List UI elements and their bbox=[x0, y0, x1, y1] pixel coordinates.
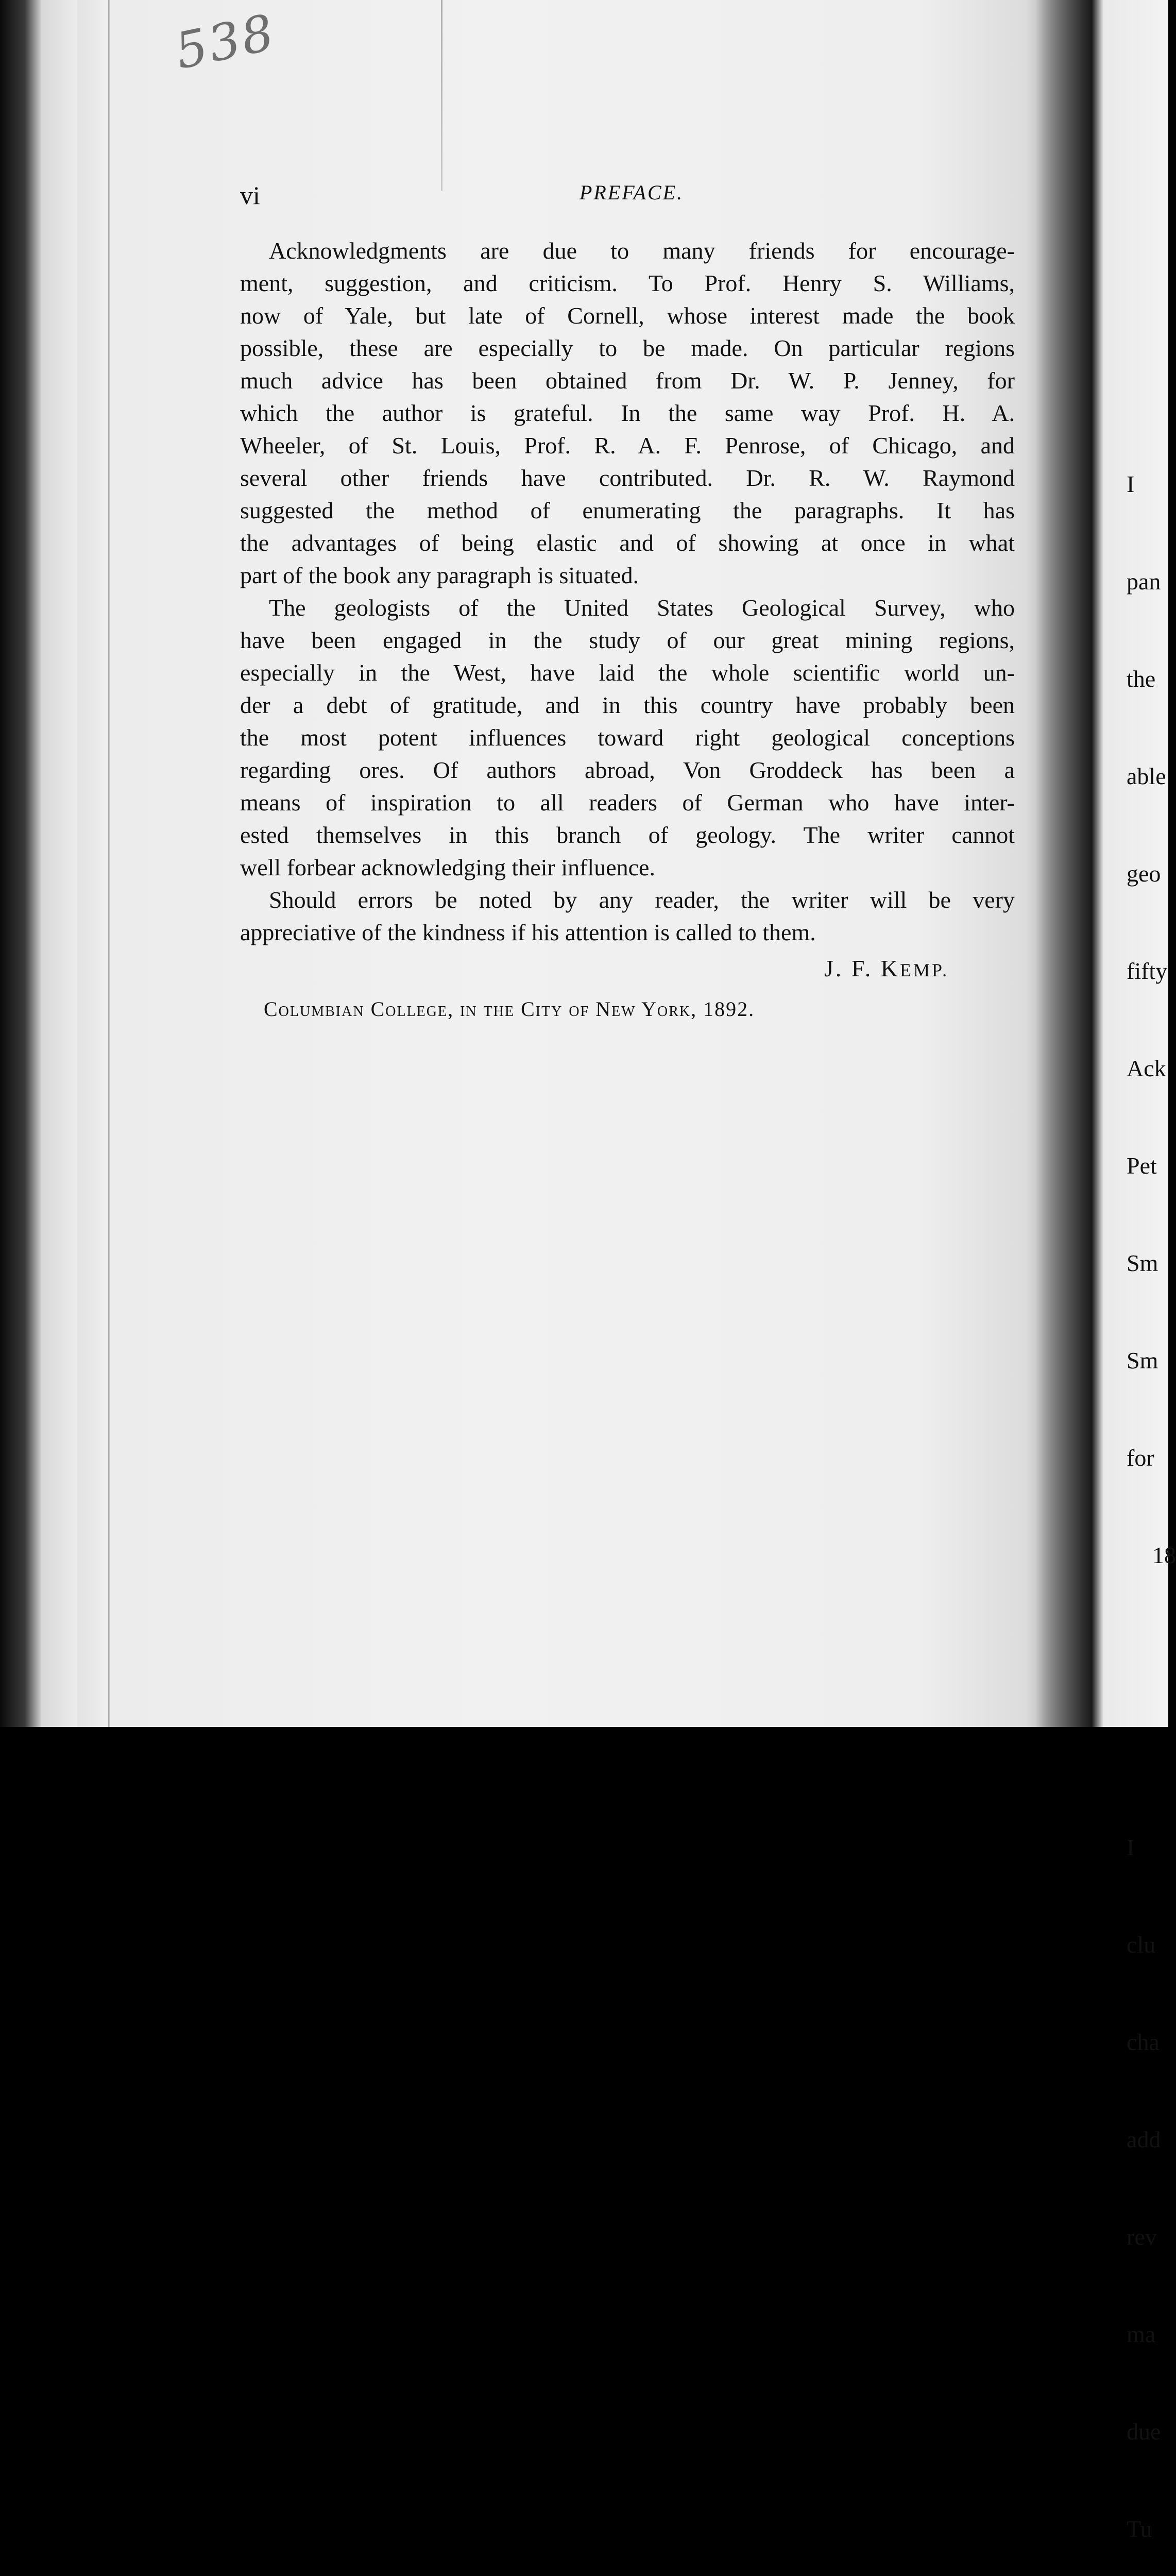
text-line: the advantages of being elastic and of showing at once in what bbox=[240, 530, 1015, 556]
text-line: now of Yale, but late of Cornell, whose interest made the book bbox=[240, 302, 1015, 329]
signature-surname-smallcaps: EMP. bbox=[900, 960, 949, 980]
paragraph-geologists bbox=[240, 591, 1015, 884]
fragment-line: cha bbox=[1127, 2029, 1160, 2055]
fragment-line: for bbox=[1127, 1445, 1154, 1471]
text-line: Should errors be noted by any reader, the writer will be very bbox=[269, 887, 1015, 913]
fragment-line: clu bbox=[1127, 1931, 1156, 1958]
fragment-gap bbox=[1127, 1734, 1176, 1766]
book-edge-shadow bbox=[0, 0, 41, 1727]
text-line: especially in the West, have laid the whole scientific world un- bbox=[240, 659, 1015, 686]
text-line: have been engaged in the study of our great mining regions, bbox=[240, 627, 1015, 653]
fragment-line: I bbox=[1127, 471, 1135, 497]
text-line: suggested the method of enumerating the paragraphs. It has bbox=[240, 497, 1015, 523]
dateline-text: Columbian College, in the City of New York, 1892. bbox=[264, 997, 755, 1021]
text-line: appreciative of the kindness if his attention is called to them. bbox=[240, 919, 816, 945]
text-line: ment, suggestion, and criticism. To Prof. Henry S. Williams, bbox=[240, 270, 1015, 296]
gutter-shadow bbox=[1035, 0, 1092, 1727]
paragraph-errors bbox=[240, 884, 1015, 948]
text-line: The geologists of the United States Geological Survey, who bbox=[269, 595, 1015, 621]
fragment-line: due bbox=[1127, 2418, 1161, 2445]
page-stack-strip bbox=[41, 0, 78, 1727]
text-line: Wheeler, of St. Louis, Prof. R. A. F. Penrose, of Chicago, and bbox=[240, 432, 1015, 459]
text-line: der a debt of gratitude, and in this country have probably been bbox=[240, 692, 1015, 718]
paragraph-acknowledgments bbox=[240, 234, 1015, 591]
fragment-line: the bbox=[1127, 666, 1156, 692]
signature-initials: J. F. K bbox=[824, 955, 900, 981]
fragment-line: 18 bbox=[1152, 1542, 1176, 1568]
text-line: means of inspiration to all readers of German who have inter- bbox=[240, 789, 1015, 816]
fragment-line: Tu bbox=[1127, 2516, 1152, 2542]
fragment-gap bbox=[1127, 1636, 1176, 1669]
text-line: well forbear acknowledging their influence. bbox=[240, 854, 655, 880]
text-line: ested themselves in this branch of geology. The writer cannot bbox=[240, 822, 1015, 848]
facing-page-text-fragment bbox=[1127, 403, 1176, 2576]
text-line: part of the book any paragraph is situated. bbox=[240, 562, 639, 588]
dateline bbox=[264, 997, 755, 1021]
fragment-line: I bbox=[1127, 1834, 1135, 1860]
fragment-line: Sm bbox=[1127, 1347, 1158, 1374]
text-line: much advice has been obtained from Dr. W. P. Jenney, for bbox=[240, 367, 1015, 394]
author-signature bbox=[824, 955, 949, 982]
page-number: vi bbox=[240, 181, 260, 210]
fragment-line: Ack bbox=[1127, 1055, 1166, 1081]
text-line: possible, these are especially to be made. On particular regions bbox=[240, 335, 1015, 361]
text-line: regarding ores. Of authors abroad, Von Groddeck has been a bbox=[240, 757, 1015, 783]
fragment-line: ma bbox=[1127, 2321, 1156, 2347]
preface-body bbox=[240, 234, 1015, 948]
fragment-line: add bbox=[1127, 2126, 1161, 2153]
fragment-line: pan bbox=[1127, 568, 1161, 595]
fragment-line: fifty bbox=[1127, 958, 1168, 984]
fragment-line: Sm bbox=[1127, 1250, 1158, 1276]
text-line: the most potent influences toward right geological conceptions bbox=[240, 724, 1015, 751]
paper-crease bbox=[441, 0, 442, 191]
text-line: Acknowledgments are due to many friends for encourage- bbox=[269, 238, 1015, 264]
running-head bbox=[240, 180, 1023, 211]
fragment-line: rev bbox=[1127, 2224, 1157, 2250]
text-line: several other friends have contributed. Dr. R. W. Raymond bbox=[240, 465, 1015, 491]
running-head-title: PREFACE. bbox=[579, 181, 684, 204]
fragment-line: able bbox=[1127, 763, 1166, 789]
text-line: which the author is grateful. In the same way Prof. H. A. bbox=[240, 400, 1015, 426]
pencil-annotation: 538 bbox=[170, 3, 281, 81]
page-stack-strip bbox=[77, 0, 109, 1727]
fragment-line: geo bbox=[1127, 860, 1161, 887]
fragment-line: Pet bbox=[1127, 1153, 1157, 1179]
